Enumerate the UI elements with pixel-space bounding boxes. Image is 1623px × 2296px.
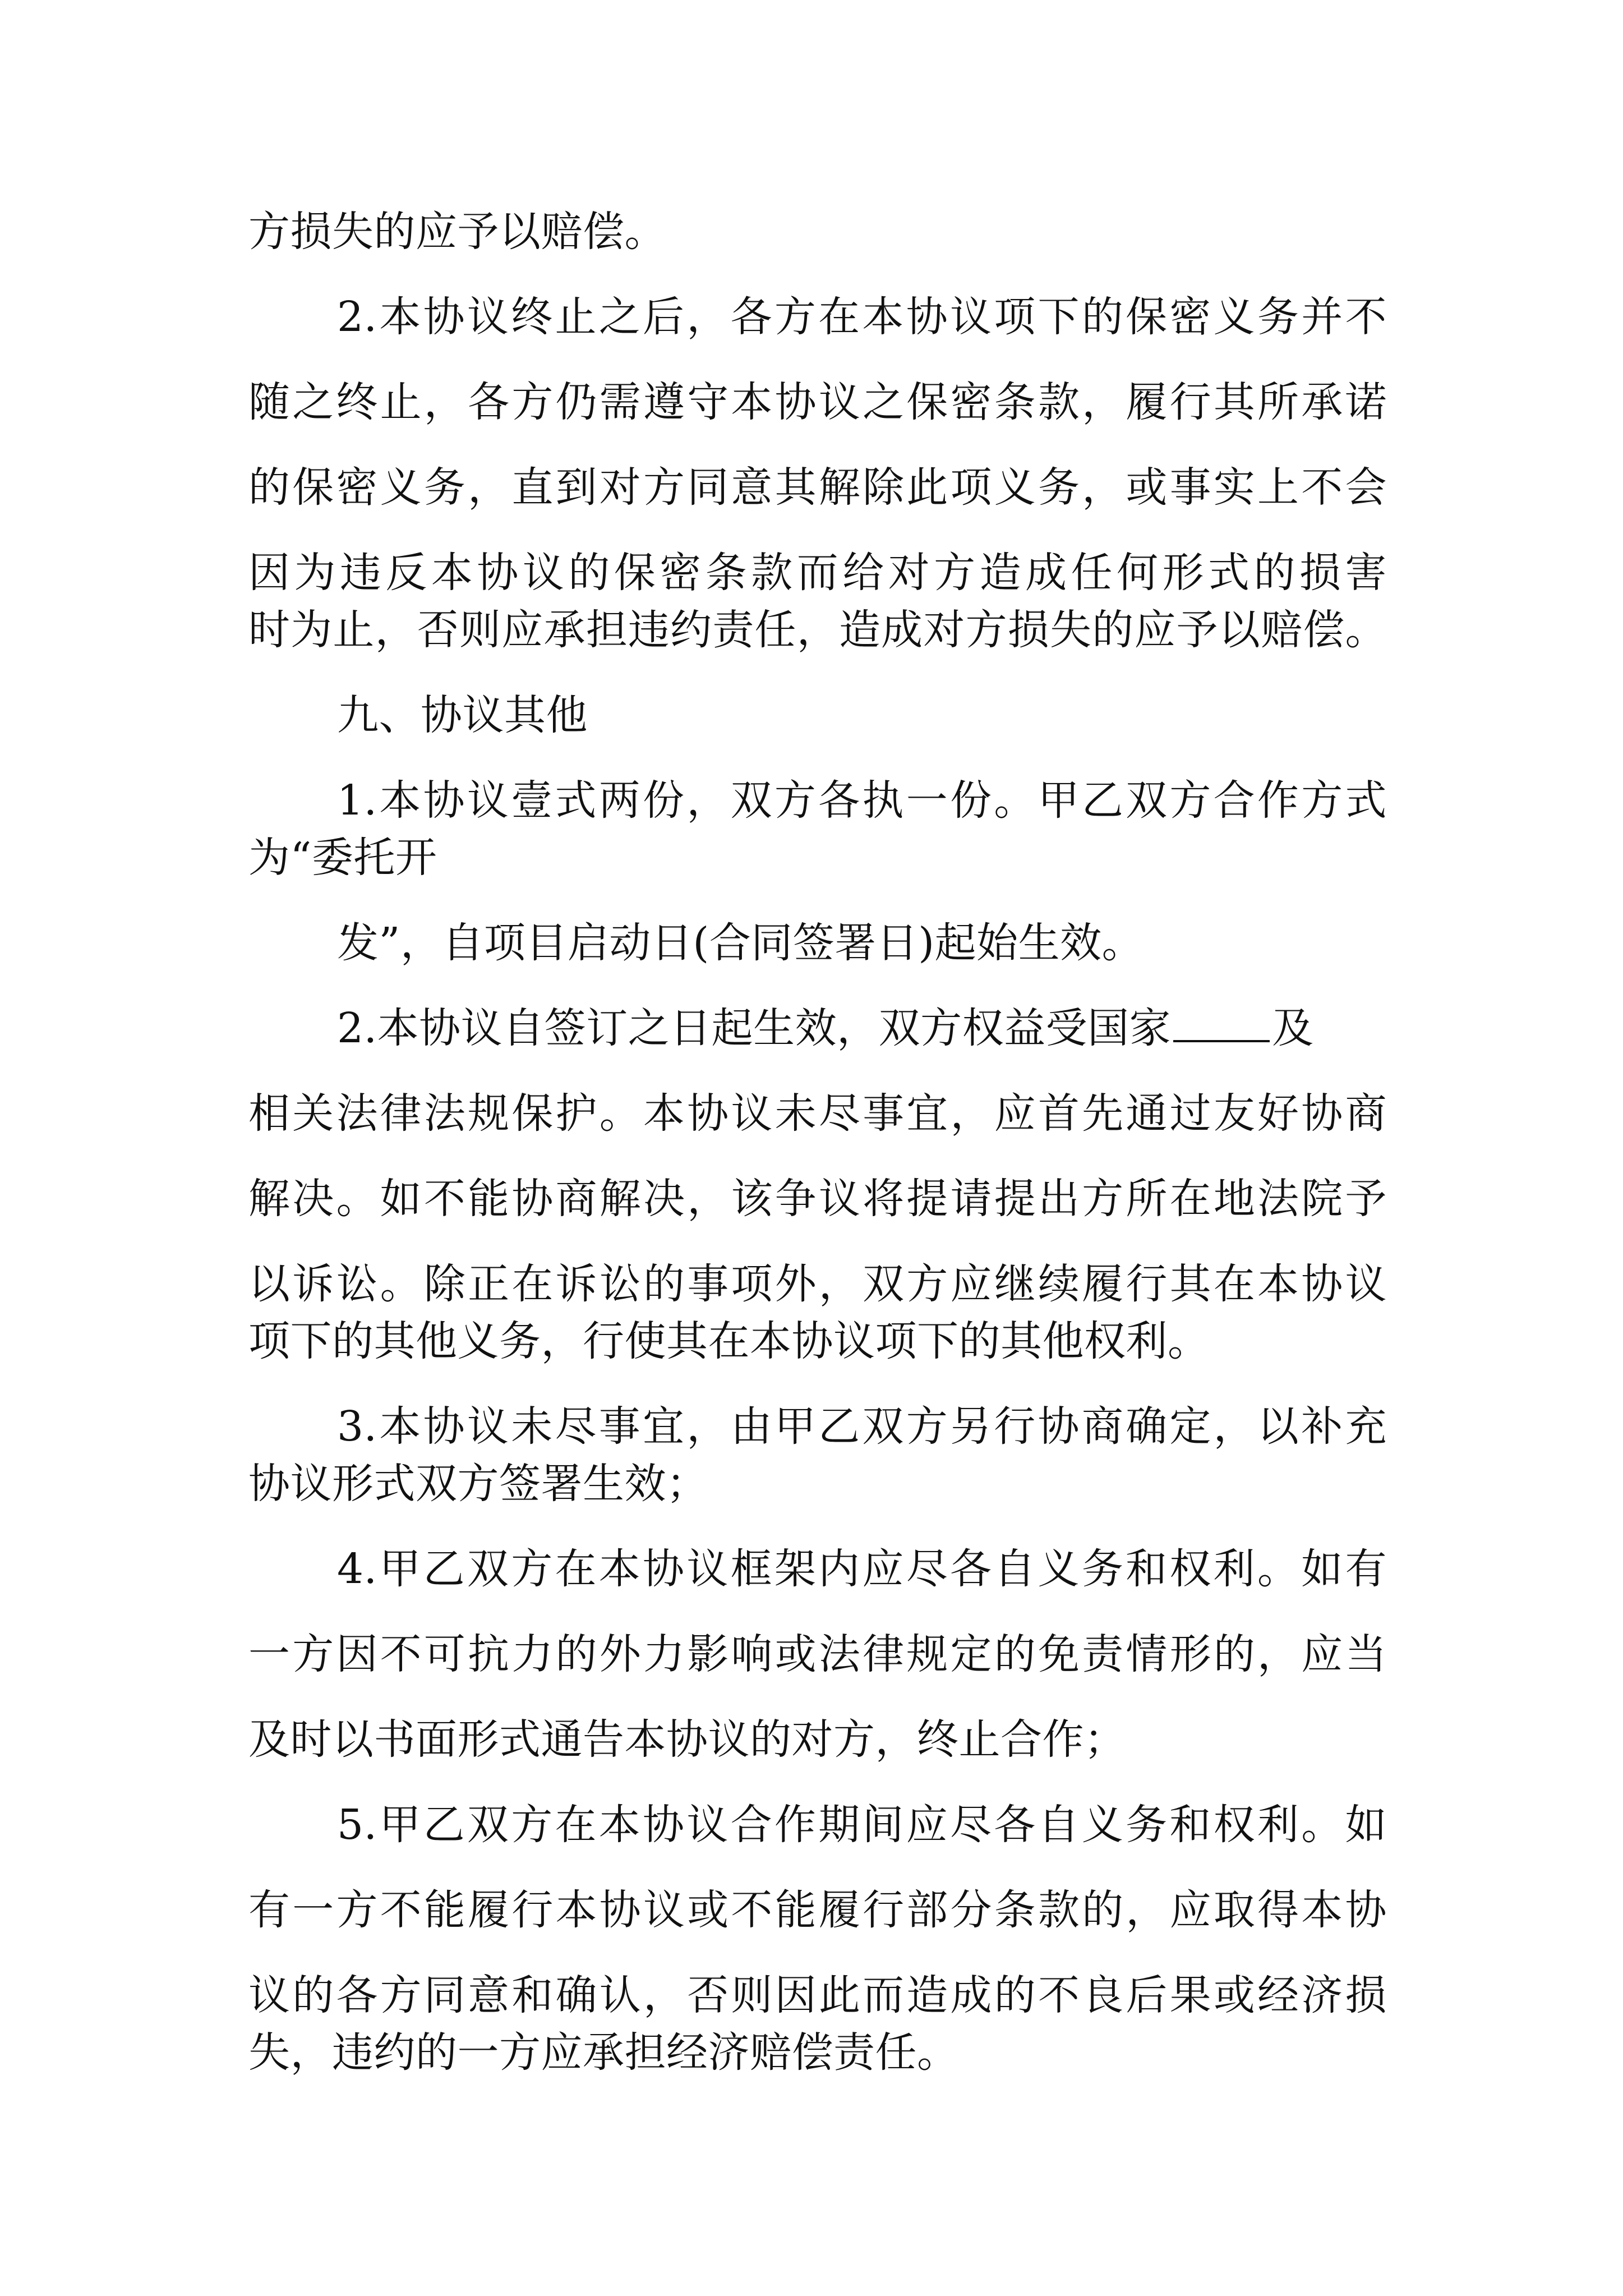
text-segment: 2.本协议自签订之日起生效，双方权益受国家	[337, 1004, 1172, 1052]
text-line: 项下的其他义务，行使其在本协议项下的其他权利。	[248, 1317, 1210, 1365]
text-line: 方损失的应予以赔偿。	[248, 208, 666, 256]
section-heading: 九、协议其他	[337, 691, 588, 739]
text-line: 失，违约的一方应承担经济赔偿责任。	[248, 2028, 959, 2077]
text-line: 3.本协议未尽事宜，由甲乙双方另行协商确定，以补充	[337, 1402, 1387, 1451]
text-line: 协议形式双方签署生效；	[248, 1460, 708, 1508]
text-line: 发”，自项目启动日(合同签署日)起始生效。	[337, 919, 1144, 967]
text-line: 4.甲乙双方在本协议框架内应尽各自义务和权利。如有	[337, 1545, 1387, 1593]
text-line: 1.本协议壹式两份，双方各执一份。甲乙双方合作方式	[337, 776, 1387, 825]
text-line: 为“委托开	[248, 834, 437, 882]
text-line: 5.甲乙双方在本协议合作期间应尽各自义务和权利。如	[337, 1801, 1387, 1849]
text-line-with-blank	[337, 1000, 1387, 1056]
text-line: 及时以书面形式通告本协议的对方，终止合作；	[248, 1715, 1126, 1764]
text-line: 的保密义务，直到对方同意其解除此项义务，或事实上不会	[248, 463, 1387, 512]
text-line: 随之终止，各方仍需遵守本协议之保密条款，履行其所承诺	[248, 378, 1387, 426]
text-line: 一方因不可抗力的外力影响或法律规定的免责情形的，应当	[248, 1630, 1387, 1678]
text-line: 相关法律法规保护。本协议未尽事宜，应首先通过友好协商	[248, 1089, 1387, 1138]
text-line: 议的各方同意和确认，否则因此而造成的不良后果或经济损	[248, 1971, 1387, 2019]
text-line: 以诉讼。除正在诉讼的事项外，双方应继续履行其在本协议	[248, 1260, 1387, 1308]
text-line: 有一方不能履行本协议或不能履行部分条款的，应取得本协	[248, 1886, 1387, 1934]
fill-in-blank	[1173, 1005, 1270, 1042]
text-line: 因为违反本协议的保密条款而给对方造成任何形式的损害	[248, 549, 1387, 597]
text-line: 时为止，否则应承担违约责任，造成对方损失的应予以赔偿。	[248, 606, 1387, 654]
text-line: 解决。如不能协商解决，该争议将提请提出方所在地法院予	[248, 1175, 1387, 1223]
text-line: 2.本协议终止之后，各方在本协议项下的保密义务并不	[337, 293, 1387, 341]
text-segment: 及	[1272, 1004, 1314, 1052]
